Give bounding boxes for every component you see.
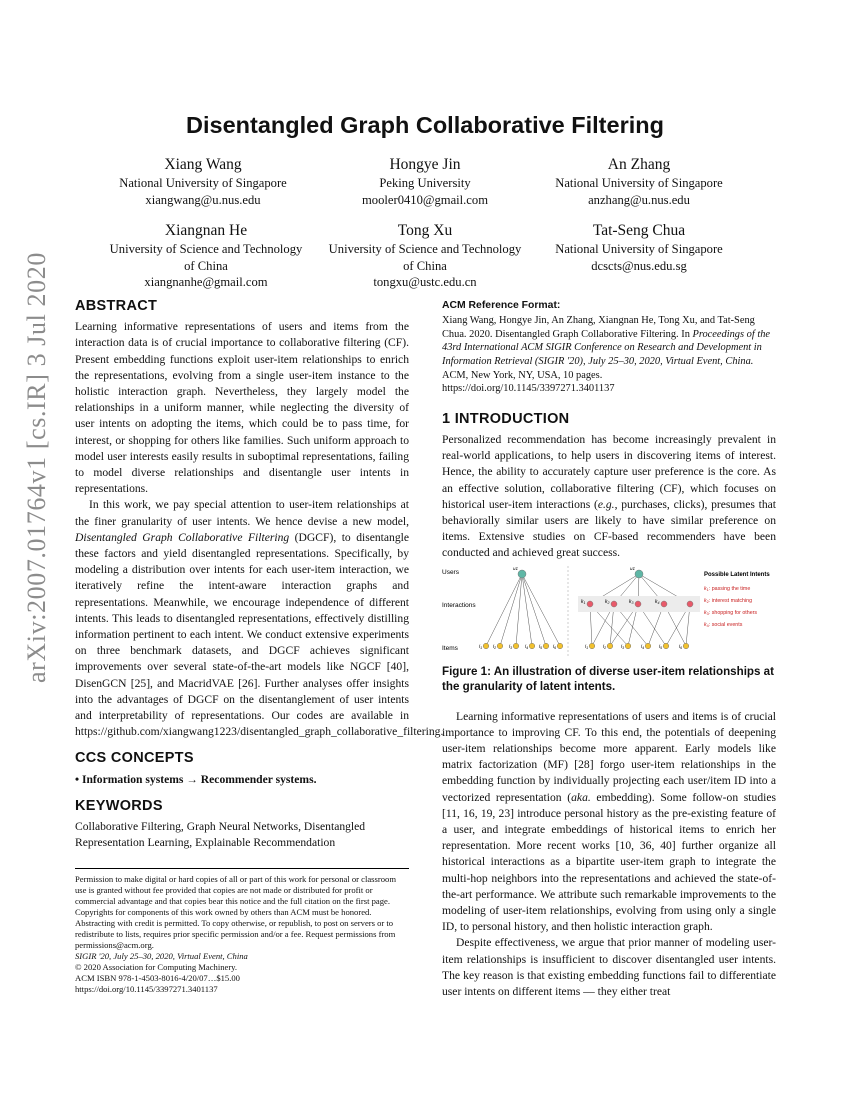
user-label: u1 [630, 565, 636, 571]
item-node [483, 643, 489, 649]
author-block [519, 220, 759, 274]
intro-paragraph: Despite effectiveness, we argue that prior manner of modeling user-item relationships is insufficient to discover disentangled user intents. The key reason is that existing embedding functions fail to differentiate user intents on different items — they either treat [442, 936, 776, 999]
item-label: $i_5$ [659, 643, 663, 650]
author-name: Xiang Wang [164, 156, 242, 173]
author-affiliation: University of Science and Technology of China [328, 242, 522, 273]
item-node [625, 643, 631, 649]
author-affiliation: National University of Singapore [119, 176, 287, 190]
model-name: Disentangled Graph Collaborative Filtering [75, 530, 290, 544]
author-name: Tat-Seng Chua [592, 222, 686, 239]
author-email: xiangwang@u.nus.edu [145, 192, 261, 207]
isbn-line: ACM ISBN 978-1-4503-8016-4/20/07…$15.00 [75, 973, 240, 984]
right-column [442, 298, 776, 1000]
author-name: Hongye Jin [389, 156, 461, 173]
item-label: $i_6$ [553, 643, 557, 650]
figure-edge [516, 574, 522, 646]
author-block [519, 154, 759, 208]
item-label: $i_1$ [479, 643, 483, 650]
intent-label: $k_3$ [629, 598, 634, 605]
intent-node [587, 601, 593, 607]
item-node [513, 643, 519, 649]
copyright-line: © 2020 Association for Computing Machinery. [75, 962, 238, 973]
intro-paragraph: Personalized recommendation has become increasingly prevalent in real-world applications, to help users in discovering items of interest. Hence, the ability to accurately capture user preference is the core. As an effective solution, collaborative filtering (CF), which focuses on historical user-item interactions (e.g., purchases, clicks), presumes that behaviorally similar users are likely to have similar preference on items. Extensive studies on CF-based recommenders have been conducted and achieved great success. [442, 432, 777, 560]
author-affiliation: University of Science and Technology of China [109, 242, 303, 273]
abstract-heading: ABSTRACT [75, 298, 158, 314]
figure-edge [522, 574, 546, 646]
acm-reference-text: Xiang Wang, Hongye Jin, An Zhang, Xiangnan He, Tong Xu, and Tat-Seng Chua. 2020. Disentangled Graph Collaborative Filtering. In Proceedings of the 43rd International ACM SIGIR Conference on Research and Development in Information Retrieval (SIGIR '20), July 25–30, 2020, Virtual Event, China. ACM, New York, NY, USA, 10 pages. https://doi.org/10.1145/3397271.3401137 [442, 315, 771, 395]
introduction-heading: 1 INTRODUCTION [442, 410, 570, 427]
author-name: Xiangnan He [164, 222, 248, 239]
item-label: $i_4$ [641, 643, 645, 650]
ccs-concepts: • Information systems → Recommender systems. [75, 772, 317, 786]
item-label: $i_2$ [493, 643, 497, 650]
item-node [497, 643, 503, 649]
user-node [518, 570, 526, 578]
keywords-heading: KEYWORDS [75, 797, 163, 814]
author-email: dcscts@nus.edu.sg [591, 258, 687, 273]
item-label: $i_1$ [585, 643, 589, 650]
intent-label: $k_1$ [581, 598, 586, 605]
acm-reference-heading: ACM Reference Format: [442, 300, 561, 311]
figure-edge [522, 574, 560, 646]
abstract-paragraph: In this work, we pay special attention to user-item relationships at the finer granularity of user intents. We hence devise a new model, Disentangled Graph Collaborative Filtering (DGCF), to disentangle these factors and yield disentangled representations. Specifically, by modeling a distribution over intents for each user-item interaction, we iteratively refine the intent-aware interaction graphs and representations. Meanwhile, we encourage independence of different intents. This leads to disentangled representations, effectively distilling information pertinent to each intent. We conduct extensive experiments on three benchmark datasets, and DGCF achieves significant improvements over several state-of-the-art models like NGCF [40], DisenGCN [25], and MacridVAE [26]. Further analyses offer insights into the advantages of DGCF on the disentanglement of user intents and interpretability of representations. Our codes are available in https://github.com/xiangwang1223/disentangled_graph_collaborative_filtering. [75, 498, 444, 739]
conference-line: SIGIR '20, July 25–30, 2020, Virtual Event, China [75, 951, 248, 962]
item-node [543, 643, 549, 649]
item-node [607, 643, 613, 649]
item-label: $i_4$ [525, 643, 529, 650]
intent-node [687, 601, 693, 607]
intent-node [661, 601, 667, 607]
author-name: Tong Xu [397, 222, 453, 239]
ccs-heading: CCS CONCEPTS [75, 750, 194, 767]
intro-paragraph: Learning informative representations of users and items is of crucial importance to improving CF. To this end, the potentials of deepening user-item relationships become more apparent. Early models like matrix factorization (MF) [28] forgo user-item relationships in the embedding function by individually projecting each user/item ID into a vectorized representation (aka. embedding). Some follow-on studies [11, 16, 19, 23] introduce personal history as the pre-existing feature of a user, and integrate embeddings of historical items to enrich her representation. More recent works [10, 36, 40] further organize all historical interactions as a bipartite user-item graph to integrate the multi-hop neighbors into the representations and achieved the state-of-the-art performance. We attribute such remarkable improvements to the modeling of user-item relationships, evolving from using only a single ID, to personal history, and then holistic interaction graph. [442, 709, 776, 934]
row-label-interactions: Interactions [442, 601, 476, 609]
permission-notice: Permission to make digital or hard copies of all or part of this work for personal or classroom use is granted without fee provided that copies are not made or distributed for profit or commercial advantage and that copies bear this notice and the full citation on the first page. Copyrights for components of this work owned by others than ACM must be honored. Abstracting with credit is permitted. To copy otherwise, or republish, to post on servers or to redistribute to lists, requires prior specific permission and/or a fee. Request permissions from permissions@acm.org. [75, 873, 396, 951]
author-affiliation: National University of Singapore [555, 242, 723, 256]
figure-user-item-intents [442, 566, 776, 658]
author-email: anzhang@u.nus.edu [588, 192, 690, 207]
arxiv-identifier-stamp: arXiv:2007.01764v1 [cs.IR] 3 Jul 2020 [22, 252, 51, 683]
row-label-users: Users [442, 568, 459, 576]
legend-title: Possible Latent Intents [704, 571, 770, 578]
intent-node [611, 601, 617, 607]
author-affiliation: National University of Singapore [555, 176, 723, 190]
item-node [645, 643, 651, 649]
paper-title: Disentangled Graph Collaborative Filtering [186, 112, 664, 138]
item-node [589, 643, 595, 649]
legend-entry: k4: social events [704, 621, 743, 628]
author-block [83, 220, 329, 291]
figure-edge [486, 574, 522, 646]
item-node [683, 643, 689, 649]
item-label: $i_3$ [509, 643, 513, 650]
item-node [663, 643, 669, 649]
legend-entry: k1: passing the time [704, 585, 751, 592]
author-email: xiangnanhe@gmail.com [144, 275, 268, 289]
user-label: u1 [513, 565, 519, 571]
author-block [305, 154, 545, 208]
author-block [83, 154, 323, 208]
intent-label: $k_4$ [655, 598, 660, 605]
figure-edge [500, 574, 522, 646]
abstract-paragraph: Learning informative representations of users and items from the interaction data is of crucial importance to collaborative filtering (CF). Present embedding functions exploit user-item relationships to enrich the representations, evolving from a single user-item instance to the holistic interaction graph. Nevertheless, they largely model the relationships in a uniform manner, while neglecting the diversity of user intents on adopting the items, which could be to pass time, for interest, or shopping for others like families. Such uniform approach to model user interests easily results in suboptimal representations, failing to model diverse relationships and disentangle user intents in representations. [75, 320, 409, 496]
figure-caption: Figure 1: An illustration of diverse user-item relationships at the granularity of latent intents. [442, 664, 774, 694]
item-node [529, 643, 535, 649]
user-node [635, 570, 643, 578]
author-email: mooler0410@gmail.com [362, 192, 488, 207]
author-name: An Zhang [607, 156, 671, 173]
item-label: $i_2$ [603, 643, 607, 650]
author-block [302, 220, 548, 291]
keywords-list: Collaborative Filtering, Graph Neural Networks, Disentangled Representation Learning, Explainable Recommendation [75, 820, 366, 850]
copyright-footnote [75, 874, 409, 996]
row-label-items: Items [442, 644, 458, 652]
legend-entry: k2: interest matching [704, 597, 753, 604]
footnote-rule [75, 868, 409, 869]
author-affiliation: Peking University [379, 176, 471, 190]
intent-node [635, 601, 641, 607]
item-label: $i_6$ [679, 643, 683, 650]
legend [704, 586, 757, 628]
left-column [75, 298, 444, 996]
doi-line: https://doi.org/10.1145/3397271.3401137 [75, 984, 218, 995]
author-email: tongxu@ustc.edu.cn [373, 275, 477, 289]
intent-label: $k_2$ [605, 598, 610, 605]
figure-edge [522, 574, 532, 646]
legend-entry: k3: shopping for others [704, 609, 758, 616]
item-label: $i_3$ [621, 643, 625, 650]
item-label: $i_5$ [539, 643, 543, 650]
item-node [557, 643, 563, 649]
